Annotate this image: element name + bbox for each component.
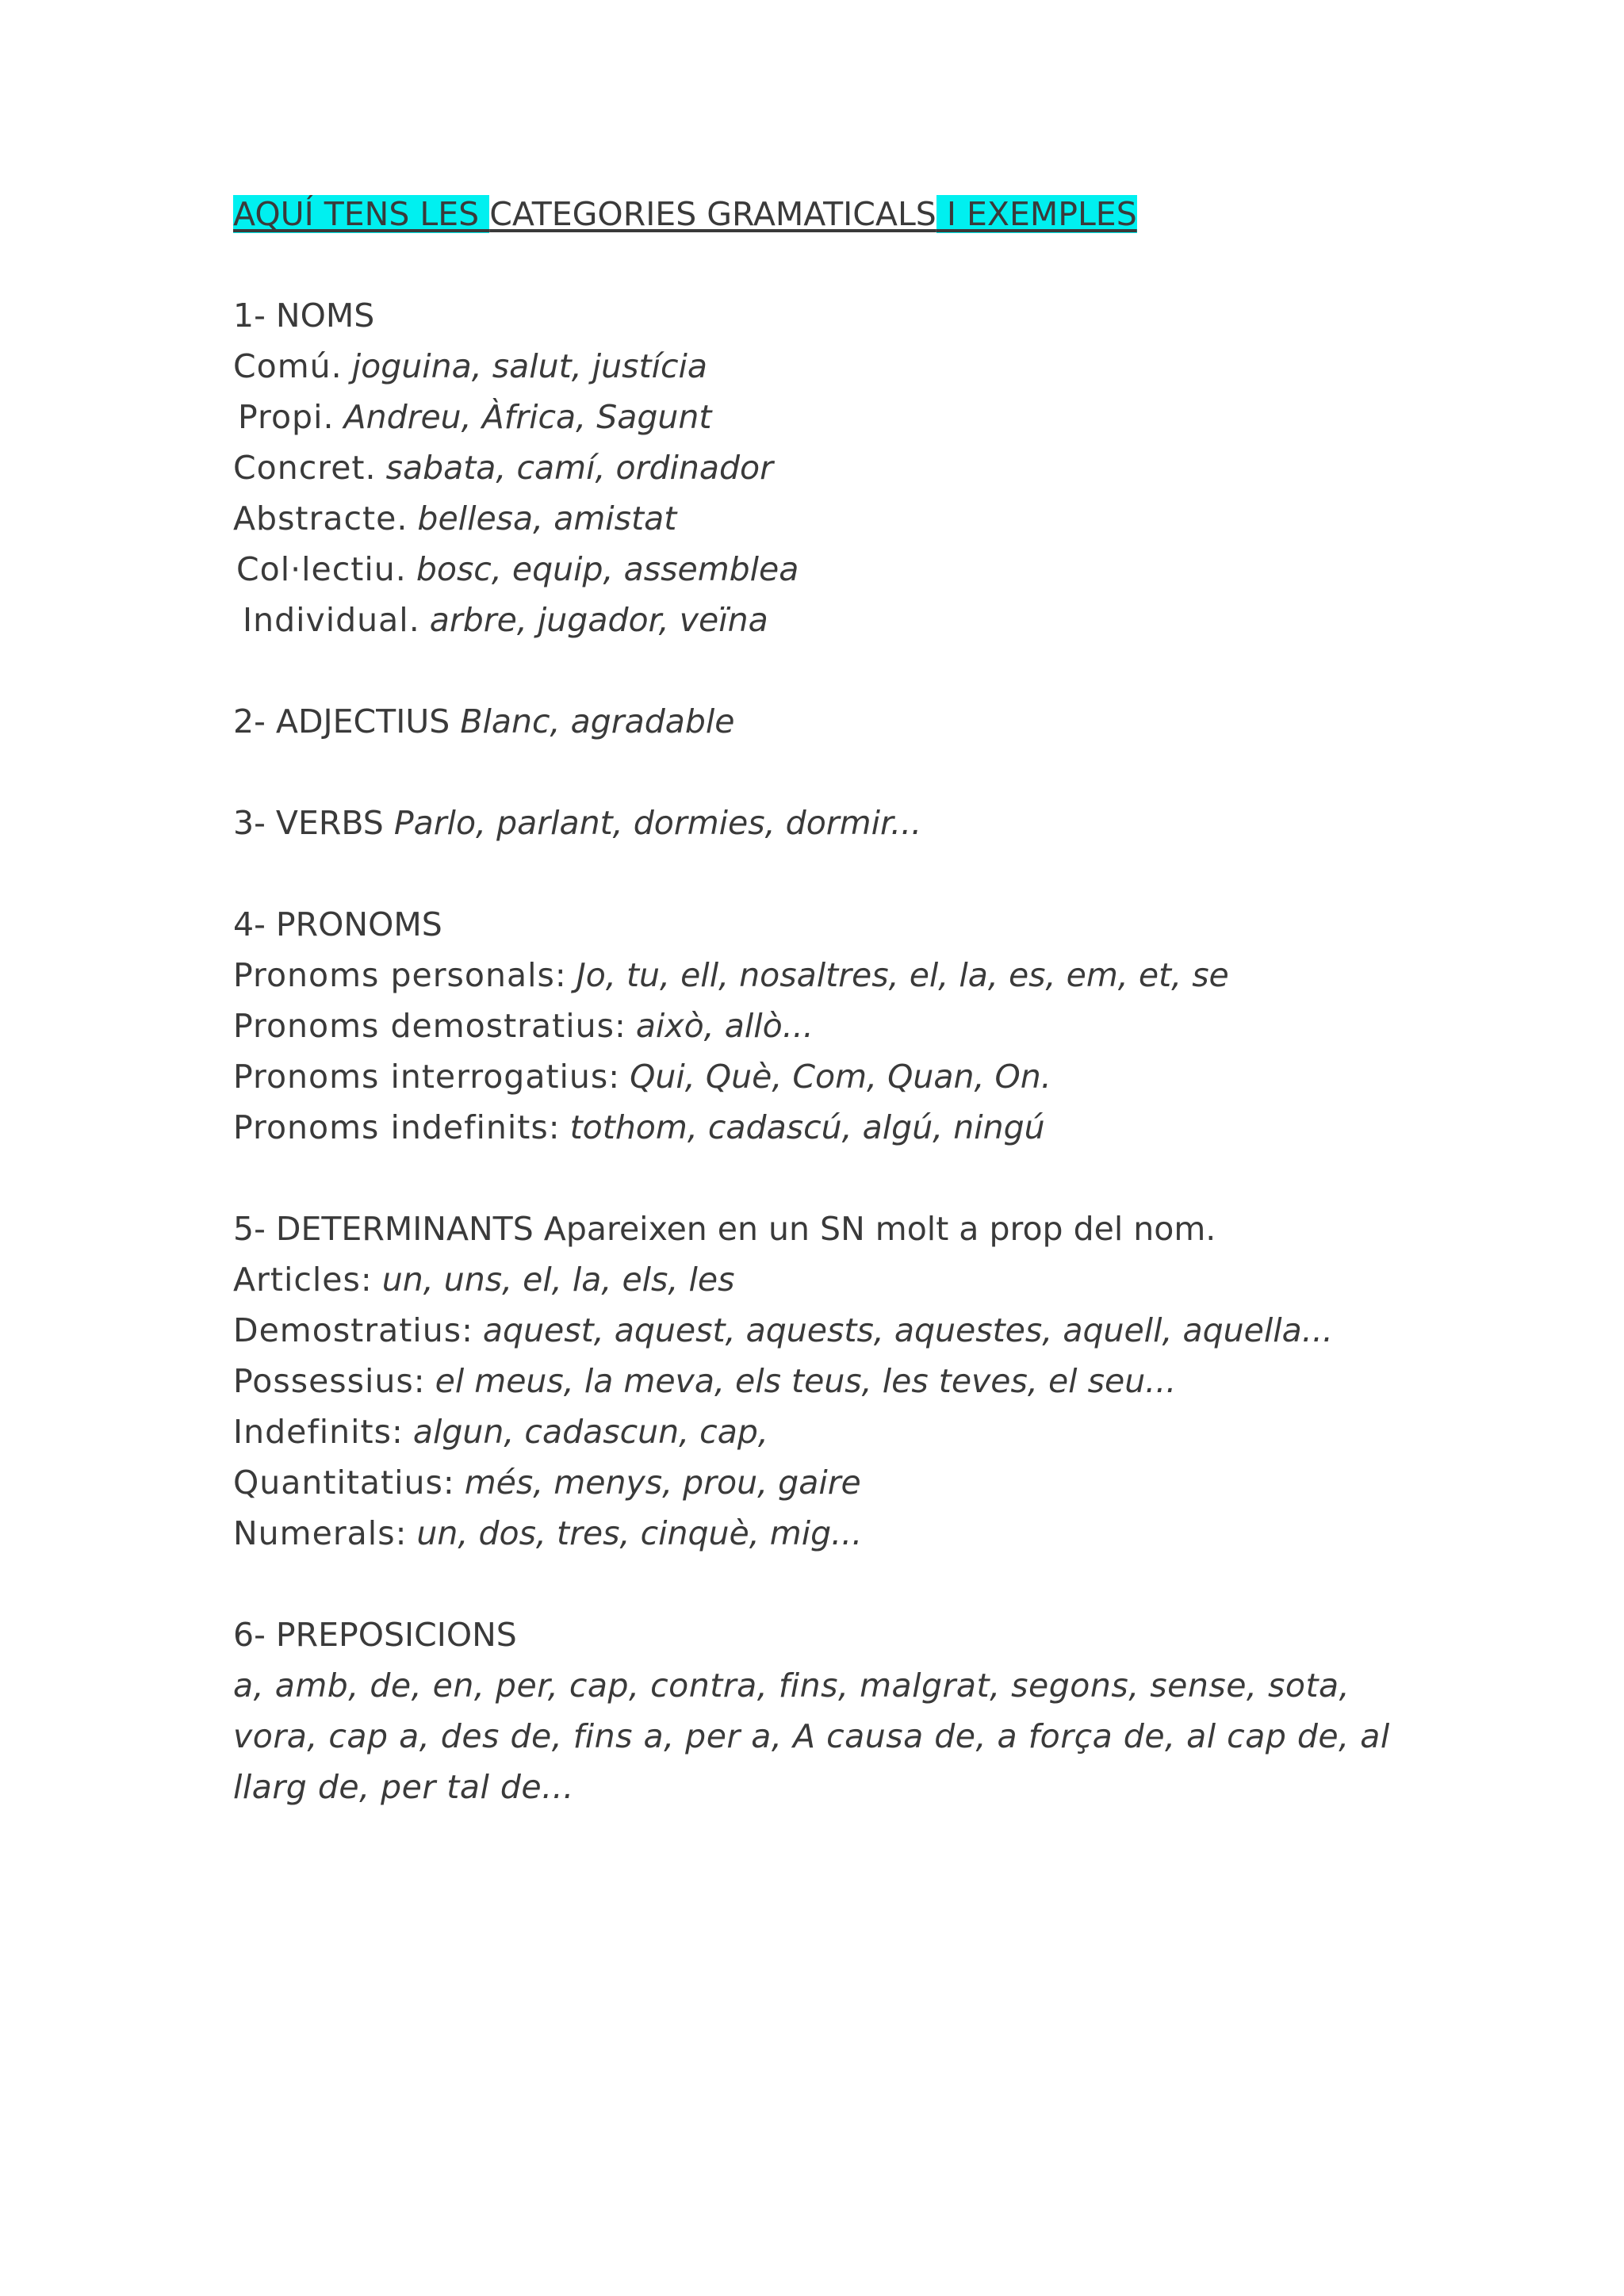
title-main: CATEGORIES GRAMATICALS [489,195,936,233]
section-determinants [233,1203,1438,1559]
title-highlight-2: I EXEMPLES [936,195,1137,233]
separator: . [323,398,344,436]
noms-item [233,544,1438,595]
separator: . [395,550,416,588]
determinants-examples: més, menys, prou, gaire [464,1464,861,1502]
pronoms-item [233,1102,1438,1153]
determinants-examples: un, uns, el, la, els, les [381,1261,735,1299]
pronoms-examples: Qui, Què, Com, Quan, On. [630,1058,1051,1096]
section-pronoms [233,899,1438,1153]
section-heading-preposicions: 6- PREPOSICIONS [233,1616,517,1654]
determinants-examples: el meus, la meva, els teus, les teves, el seu... [435,1362,1177,1400]
section-heading-verbs: 3- VERBS [233,804,384,842]
separator: : [462,1311,483,1349]
separator: : [554,956,576,994]
section-heading-adjectius: 2- ADJECTIUS [233,702,450,740]
noms-term: Concret [233,449,366,487]
determinants-term: Possessius [233,1362,414,1400]
adjectius-examples: Blanc, agradable [460,702,735,740]
separator: : [614,1007,636,1045]
noms-examples: bosc, equip, assemblea [416,550,799,588]
noms-term: Comú [233,347,331,385]
section-heading-pronoms: 4- PRONOMS [233,905,442,943]
noms-examples: joguina, salut, justícia [351,347,708,385]
determinants-item [233,1457,1438,1508]
noms-term: Col·lectiu [236,550,396,588]
determinants-term: Quantitatius [233,1464,443,1502]
separator: . [396,499,418,538]
title-highlight-1: AQUÍ TENS LES [233,195,490,233]
determinants-term: Articles [233,1261,361,1299]
pronoms-term: Pronoms interrogatius [233,1058,609,1096]
determinants-item [233,1356,1438,1406]
noms-examples: sabata, camí, ordinador [385,449,773,487]
pronoms-item [233,1001,1438,1051]
pronoms-examples: això, allò... [635,1007,814,1045]
noms-term: Propi [238,398,324,436]
verbs-examples: Parlo, parlant, dormies, dormir... [393,804,922,842]
noms-examples: bellesa, amistat [417,499,677,538]
section-adjectius [233,696,1438,747]
noms-item [233,392,1438,442]
separator: : [608,1058,630,1096]
preposicions-examples: a, amb, de, en, per, cap, contra, fins, malgrat, segons, sense, sota, vora, cap a, des de, fins a, per a, A causa de, a força de, al cap de, al llarg de, per tal de... [233,1667,1390,1806]
noms-item [233,442,1438,493]
noms-item [233,341,1438,392]
separator: : [395,1514,417,1552]
determinants-heading-line [233,1203,1438,1254]
adjectius-line [233,696,1438,747]
separator: . [408,601,430,639]
verbs-line [233,798,1438,848]
section-preposicions [233,1609,1438,1812]
pronoms-item [233,1051,1438,1102]
determinants-item [233,1254,1438,1305]
noms-term: Individual [243,601,409,639]
determinants-term: Indefinits [233,1413,392,1451]
pronoms-term: Pronoms indefinits [233,1108,549,1146]
pronoms-examples: tothom, cadascú, algú, ningú [569,1108,1045,1146]
pronoms-examples: Jo, tu, ell, nosaltres, el, la, es, em, et, se [576,956,1229,994]
determinants-item [233,1305,1438,1356]
noms-examples: arbre, jugador, veïna [429,601,768,639]
section-noms [233,290,1438,645]
separator: . [331,347,352,385]
noms-item [233,493,1438,544]
determinants-item [233,1508,1438,1559]
section-heading-determinants: 5- DETERMINANTS [233,1210,534,1248]
page-title [233,189,1438,239]
separator: : [442,1464,465,1502]
section-verbs [233,798,1438,848]
noms-term: Abstracte [233,499,397,538]
separator: : [413,1362,435,1400]
noms-item [233,595,1438,645]
pronoms-term: Pronoms personals [233,956,555,994]
noms-examples: Andreu, Àfrica, Sagunt [343,398,712,436]
separator: : [548,1108,570,1146]
pronoms-item [233,950,1438,1001]
separator: : [360,1261,382,1299]
determinants-item [233,1406,1438,1457]
determinants-term: Demostratius [233,1311,462,1349]
determinants-term: Numerals [233,1514,396,1552]
determinants-examples: algun, cadascun, cap, [412,1413,768,1451]
determinants-examples: aquest, aquest, aquests, aquestes, aquell, aquella... [482,1311,1333,1349]
determinants-note: Apareixen en un SN molt a prop del nom. [543,1210,1216,1248]
separator: : [391,1413,413,1451]
section-heading-noms: 1- NOMS [233,297,375,335]
pronoms-term: Pronoms demostratius [233,1007,615,1045]
document-content [233,189,1438,1812]
separator: . [365,449,386,487]
determinants-examples: un, dos, tres, cinquè, mig... [416,1514,863,1552]
